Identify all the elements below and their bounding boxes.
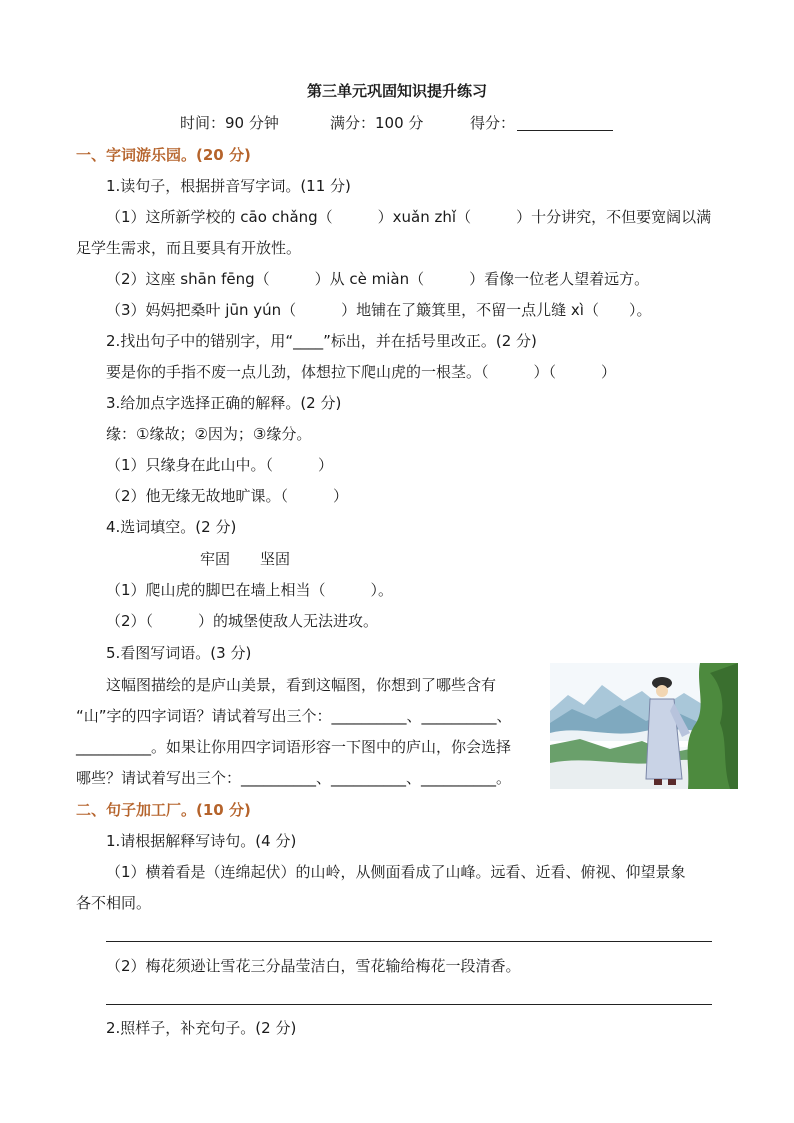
q4-item-a: （1）爬山虎的脚巴在墙上相当（ ）。: [106, 581, 394, 599]
q2-sentence: 要是你的手指不废一点儿劲，体想拉下爬山虎的一根茎。（ ）（ ）: [106, 363, 617, 381]
q2-title: 2.找出句子中的错别字，用“____”标出，并在括号里改正。(2 分): [106, 332, 537, 350]
figure-shoe-left: [654, 779, 662, 785]
answer-line-2[interactable]: [106, 1004, 712, 1005]
s2-q1-title: 1.请根据解释写诗句。(4 分): [106, 832, 297, 850]
s2-q2-title: 2.照样子，补充句子。(2 分): [106, 1019, 297, 1037]
answer-line-1[interactable]: [106, 941, 712, 942]
q5-text-2: “山”字的四字词语？请试着写出三个：__________、__________、: [76, 707, 512, 725]
section-2-header: 二、句子加工厂。(10 分): [76, 801, 251, 819]
q5-title: 5.看图写词语。(3 分): [106, 644, 252, 662]
q1-title: 1.读句子，根据拼音写字词。(11 分): [106, 177, 351, 195]
q5-text-4: 哪些？请试着写出三个：__________、__________、__________。: [76, 769, 512, 787]
section-1-header: 一、字词游乐园。(20 分): [76, 146, 251, 164]
q3-options: 缘：①缘故；②因为；③缘分。: [106, 425, 312, 443]
q5-text-1: 这幅图描绘的是庐山美景，看到这幅图，你想到了哪些含有: [106, 676, 497, 694]
score-blank[interactable]: [517, 130, 613, 131]
q4-item-b: （2）（ ）的城堡使敌人无法进攻。: [106, 612, 379, 630]
q4-word-options: 牢固 坚固: [200, 550, 291, 568]
q1-item-1a: （1）这所新学校的 cāo chǎng（ ）xuǎn zhǐ（ ）十分讲究，不但要宽阔以满: [106, 208, 712, 226]
q5-text-3: __________。如果让你用四字词语形容一下图中的庐山，你会选择: [76, 738, 512, 756]
q3-item-a: （1）只缘身在此山中。（ ）: [106, 456, 334, 474]
score-label: 得分：: [470, 114, 516, 132]
q3-item-b: （2）他无缘无故地旷课。（ ）: [106, 487, 349, 505]
q1-item-1b: 足学生需求，而且要具有开放性。: [76, 239, 302, 257]
lushan-scene: [550, 663, 738, 789]
s2-q1-item-1b: 各不相同。: [76, 894, 152, 912]
figure-shoe-right: [668, 779, 676, 785]
s2-q1-item-1a: （1）横着看是（连绵起伏）的山岭，从侧面看成了山峰。远看、近看、俯视、仰望景象: [106, 863, 686, 881]
lushan-illustration: [550, 663, 738, 789]
s2-q1-item-2: （2）梅花须逊让雪花三分晶莹洁白，雪花输给梅花一段清香。: [106, 957, 521, 975]
q4-title: 4.选词填空。(2 分): [106, 518, 237, 536]
page-title: 第三单元巩固知识提升练习: [306, 82, 487, 100]
q1-item-3: （3）妈妈把桑叶 jūn yún（ ）地铺在了簸箕里，不留一点儿缝 xì（ ）。: [106, 301, 652, 319]
q1-item-2: （2）这座 shān fēng（ ）从 cè miàn（ ）看像一位老人望着远方。: [106, 270, 650, 288]
time-info: 时间：90 分钟: [180, 114, 279, 132]
figure-head: [656, 685, 668, 697]
q3-title: 3.给加点字选择正确的解释。(2 分): [106, 394, 342, 412]
full-score-info: 满分：100 分: [330, 114, 424, 132]
